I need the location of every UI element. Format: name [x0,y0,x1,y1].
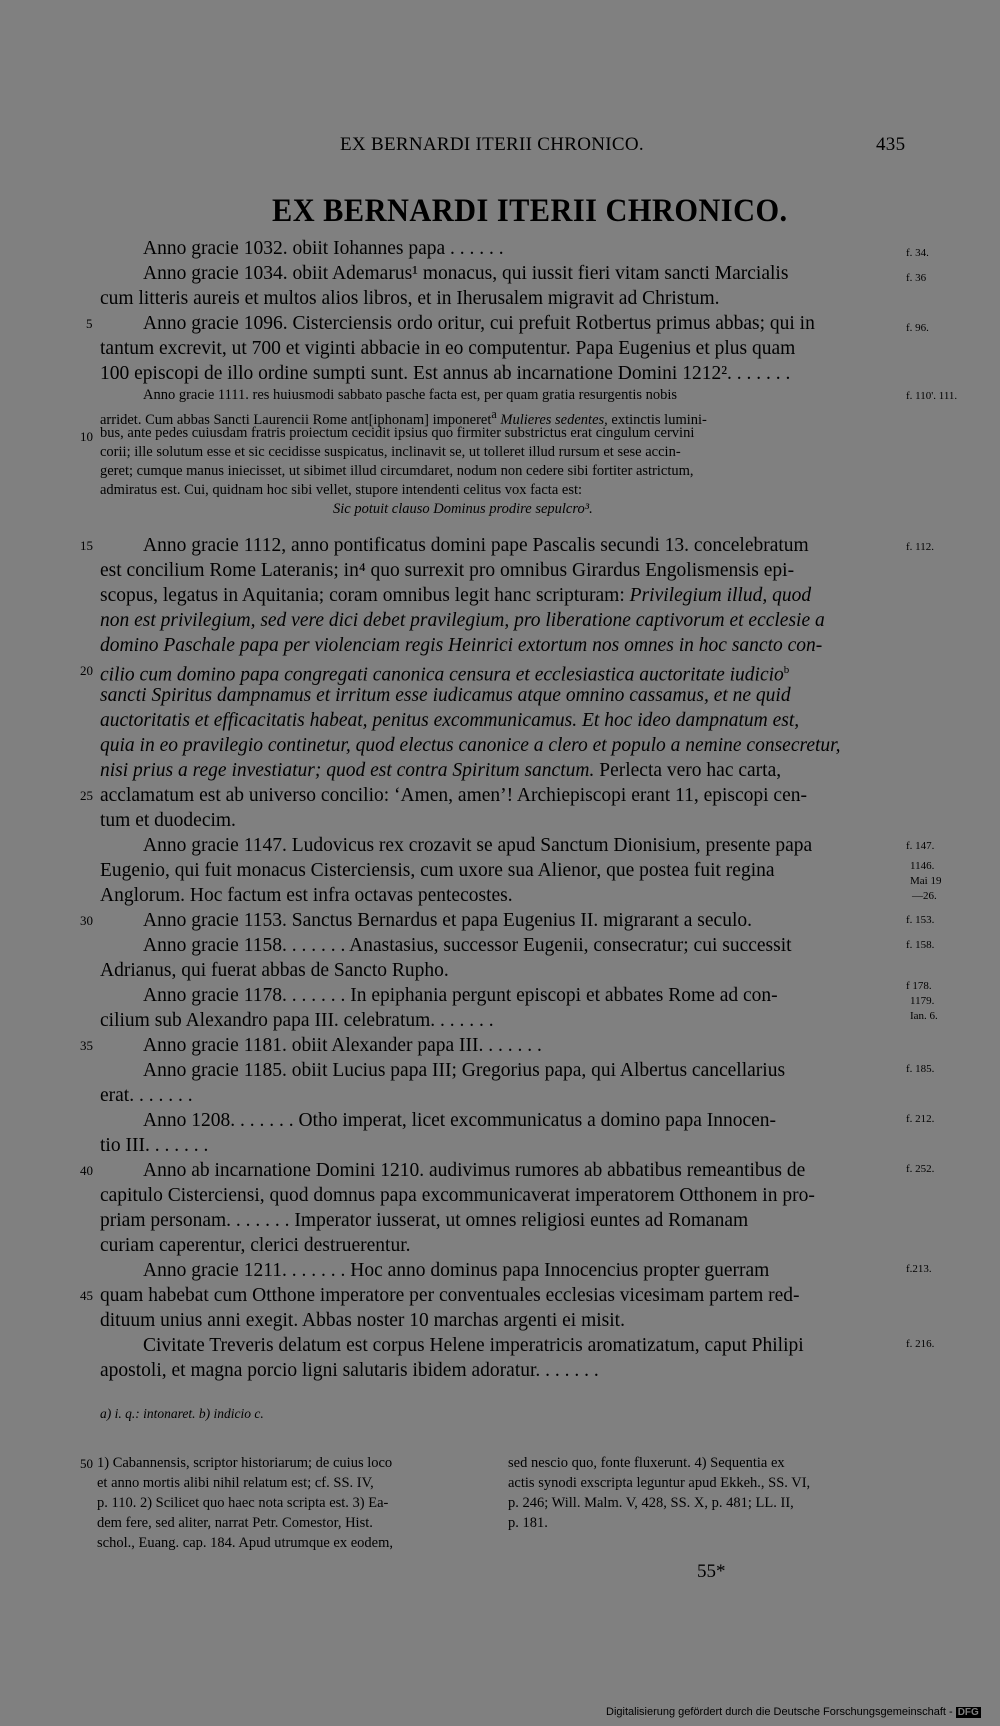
text-line: cilio cum domino papa congregati canonica censura et ecclesiastica auctoritate iudicio$^b$ [100,664,790,686]
text-line: Anno gracie 1147. Ludovicus rex crozavit se apud Sanctum Dionisium, presente papa [143,835,813,856]
line-number: 10 [80,429,93,444]
text-line: cum litteris aureis et multos alios libros, et in Iherusalem migravit ad Christum. [100,288,720,309]
margin-note: 1179. [910,995,935,1007]
text-line: admiratus est. Cui, quidnam hoc sibi vellet, stupore intendenti celitus vox facta est: [100,482,583,498]
margin-note: f. 158. [906,939,935,951]
text-line: Anno 1208. . . . . . . Otho imperat, licet excommunicatus a domino papa Innocen- [143,1110,777,1131]
line-number: 30 [80,913,93,928]
text-line: erat. . . . . . . [100,1085,193,1106]
margin-note: f. 252. [906,1163,935,1175]
text-line: geret; cumque manus iniecisset, ut sibimet illud circumdaret, nodum non cedere sibi fortiter astrictum, [100,463,694,479]
text-line: Anglorum. Hoc factum est infra octavas pentecostes. [100,885,513,906]
footnote-line: sed nescio quo, fonte fluxerunt. 4) Sequentia ex [508,1455,785,1471]
text-line: quam habebat cum Otthone imperatore per conventuales ecclesias vicesimam partem red- [100,1285,800,1306]
text-line: tio III. . . . . . . [100,1135,209,1156]
margin-note: f. 212. [906,1113,935,1125]
text-line: acclamatum est ab universo concilio: ‘Amen, amen’! Archiepiscopi erant 11, episcopi cen- [100,785,807,806]
margin-note: f. 36 [906,272,927,284]
text-line: Anno gracie 1211. . . . . . . Hoc anno dominus papa Innocencius propter guerram [143,1260,770,1281]
text-line: Anno gracie 1096. Cisterciensis ordo oritur, cui prefuit Rotbertus primus abbas; qui in [143,313,815,334]
footnote-line: p. 181. [508,1515,548,1531]
running-title: EX BERNARDI ITERII CHRONICO. [340,134,644,155]
dfg-logo: DFG [957,1707,979,1718]
text-line: scopus, legatus in Aquitania; coram omnibus legit hanc scripturam: Privilegium illud, quod [100,585,812,606]
signature-mark: 55* [697,1561,726,1582]
footnote-line: 1) Cabannensis, scriptor historiarum; de cuius loco [97,1455,393,1471]
text-line: nisi prius a rege investiatur; quod est contra Spiritum sanctum. Perlecta vero hac carta, [100,760,782,781]
margin-note: f. 216. [906,1338,935,1350]
page-number: 435 [876,134,906,155]
text-line: corii; ille solutum esse et sic cecidisse suspicatus, inclinavit se, ut tolleret illud rursum et sese accin- [100,444,681,460]
text-line: Anno gracie 1153. Sanctus Bernardus et papa Eugenius II. migrarant a seculo. [143,910,753,931]
text-line: dituum unius anni exegit. Abbas noster 10 marchas argenti ei misit. [100,1310,625,1331]
variant-notes: a) i. q.: intonaret. b) indicio c. [100,1406,264,1421]
margin-note: f. 96. [906,322,929,334]
text-line: domino Paschale papa per violenciam regis Heinrici extortum nos omnes in hoc sancto con- [100,635,823,656]
text-line: Anno gracie 1034. obiit Ademarus¹ monacus, qui iussit fieri vitam sancti Marcialis [143,263,789,284]
line-number: 20 [80,663,93,678]
footnote-line: p. 110. 2) Scilicet quo haec nota scripta est. 3) Ea- [97,1495,389,1511]
text-line: bus, ante pedes cuiusdam fratris proiectum cecidit ipsius quo firmiter substrictus erat cingulum cervini [100,425,695,441]
margin-note: —26. [912,890,937,902]
margin-note: f. 34. [906,247,929,259]
text-line: sancti Spiritus dampnamus et irritum esse iudicamus atque omnino cassamus, et ne quid [100,685,791,706]
text-line: priam personam. . . . . . . Imperator iusserat, ut omnes religiosi euntes ad Romanam [100,1210,749,1231]
text-line: Eugenio, qui fuit monacus Cisterciensis, cum uxore sua Alienor, que postea fuit regina [100,860,775,881]
margin-note: 1146. [910,860,935,872]
text-line: tantum excrevit, ut 700 et viginti abbacie in eo computentur. Papa Eugenius et plus quam [100,338,796,359]
text-line: tum et duodecim. [100,810,236,831]
line-number: 25 [80,788,93,803]
text-line: auctoritatis et efficacitatis habeat, penitus excommunicamus. Et hoc ideo dampnatum est, [100,710,800,731]
text-line: Civitate Treveris delatum est corpus Helene imperatricis aromatizatum, caput Philipi [143,1335,804,1356]
margin-note: f. 110'. 111. [906,390,958,402]
text-line: Anno gracie 1181. obiit Alexander papa III. . . . . . . [143,1035,542,1056]
margin-note: f 178. [906,980,932,992]
line-number: 40 [80,1163,93,1178]
text-line: Anno gracie 1111. res huiusmodi sabbato pasche facta est, per quam gratia resurgentis nobis [143,387,678,403]
footnote-line: schol., Euang. cap. 184. Apud utrumque ex eodem, [97,1535,393,1551]
footnote-line: dem fere, sed aliter, narrat Petr. Comestor, Hist. [97,1515,373,1531]
text-line: quia in eo pravilegio continetur, quod electus canonice a clero et populo a nemine consecretur, [100,735,841,756]
margin-note: f. 153. [906,914,935,926]
text-line: est concilium Rome Lateranis; in⁴ quo surrexit pro omnibus Girardus Engolismensis epi- [100,560,795,581]
text-line: Anno gracie 1178. . . . . . . In epiphania pergunt episcopi et abbates Rome ad con- [143,985,778,1006]
margin-note: Ian. 6. [910,1010,938,1022]
margin-note: f. 147. [906,840,935,852]
margin-note: f. 185. [906,1063,935,1075]
text-line: Anno ab incarnatione Domini 1210. audivimus rumores ab abbatibus remeantibus de [143,1160,806,1181]
text-line: 100 episcopi de illo ordine sumpti sunt. Est annus ab incarnatione Domini 1212². . . . . . . [100,363,791,384]
footnote-line: et anno mortis alibi nihil relatum est; cf. SS. IV, [97,1475,374,1491]
line-number: 45 [80,1288,93,1303]
text-line: cilium sub Alexandro papa III. celebratum. . . . . . . [100,1010,494,1031]
line-number: 50 [80,1456,93,1471]
text-line: curiam caperentur, clerici destruerentur. [100,1235,411,1256]
line-number: 35 [80,1038,93,1053]
page-title: EX BERNARDI ITERII CHRONICO. [272,193,788,229]
text-line: arridet. Cum abbas Sancti Laurencii Rome ant[iphonam] imponeret$^a$ Mulieres sedentes, extinctis lumini- [100,407,707,428]
footnote-line: p. 246; Will. Malm. V, 428, SS. X, p. 481; LL. II, [508,1495,794,1511]
text-line: Adrianus, qui fuerat abbas de Sancto Rupho. [100,960,449,981]
text-line: apostoli, et magna porcio ligni salutaris ibidem adoratur. . . . . . . [100,1360,599,1381]
margin-note: f.213. [906,1263,932,1275]
line-number: 5 [86,316,93,331]
text-line: capitulo Cisterciensi, quod domnus papa excommunicaverat imperatorem Otthonem in pro- [100,1185,815,1206]
digitization-footer: Digitalisierung gefördert durch die Deutsche Forschungsgemeinschaft - DFG [606,1706,979,1718]
line-number: 15 [80,538,93,553]
margin-note: f. 112. [906,541,935,553]
text-line: Anno gracie 1112, anno pontificatus domini pape Pascalis secundi 13. concelebratum [143,535,809,556]
text-line: Anno gracie 1032. obiit Iohannes papa . . . . . . [143,238,504,259]
text-line: non est privilegium, sed vere dici debet pravilegium, pro liberatione captivorum et ecclesie a [100,610,825,631]
text-line: Anno gracie 1185. obiit Lucius papa III; Gregorius papa, qui Albertus cancellarius [143,1060,786,1081]
footnote-line: actis synodi exscripta leguntur apud Ekkeh., SS. VI, [508,1475,811,1491]
margin-note: Mai 19 [910,875,942,887]
verse-line: Sic potuit clauso Dominus prodire sepulcro³. [333,501,593,517]
text-line: Anno gracie 1158. . . . . . . Anastasius, successor Eugenii, consecratur; cui successit [143,935,792,956]
